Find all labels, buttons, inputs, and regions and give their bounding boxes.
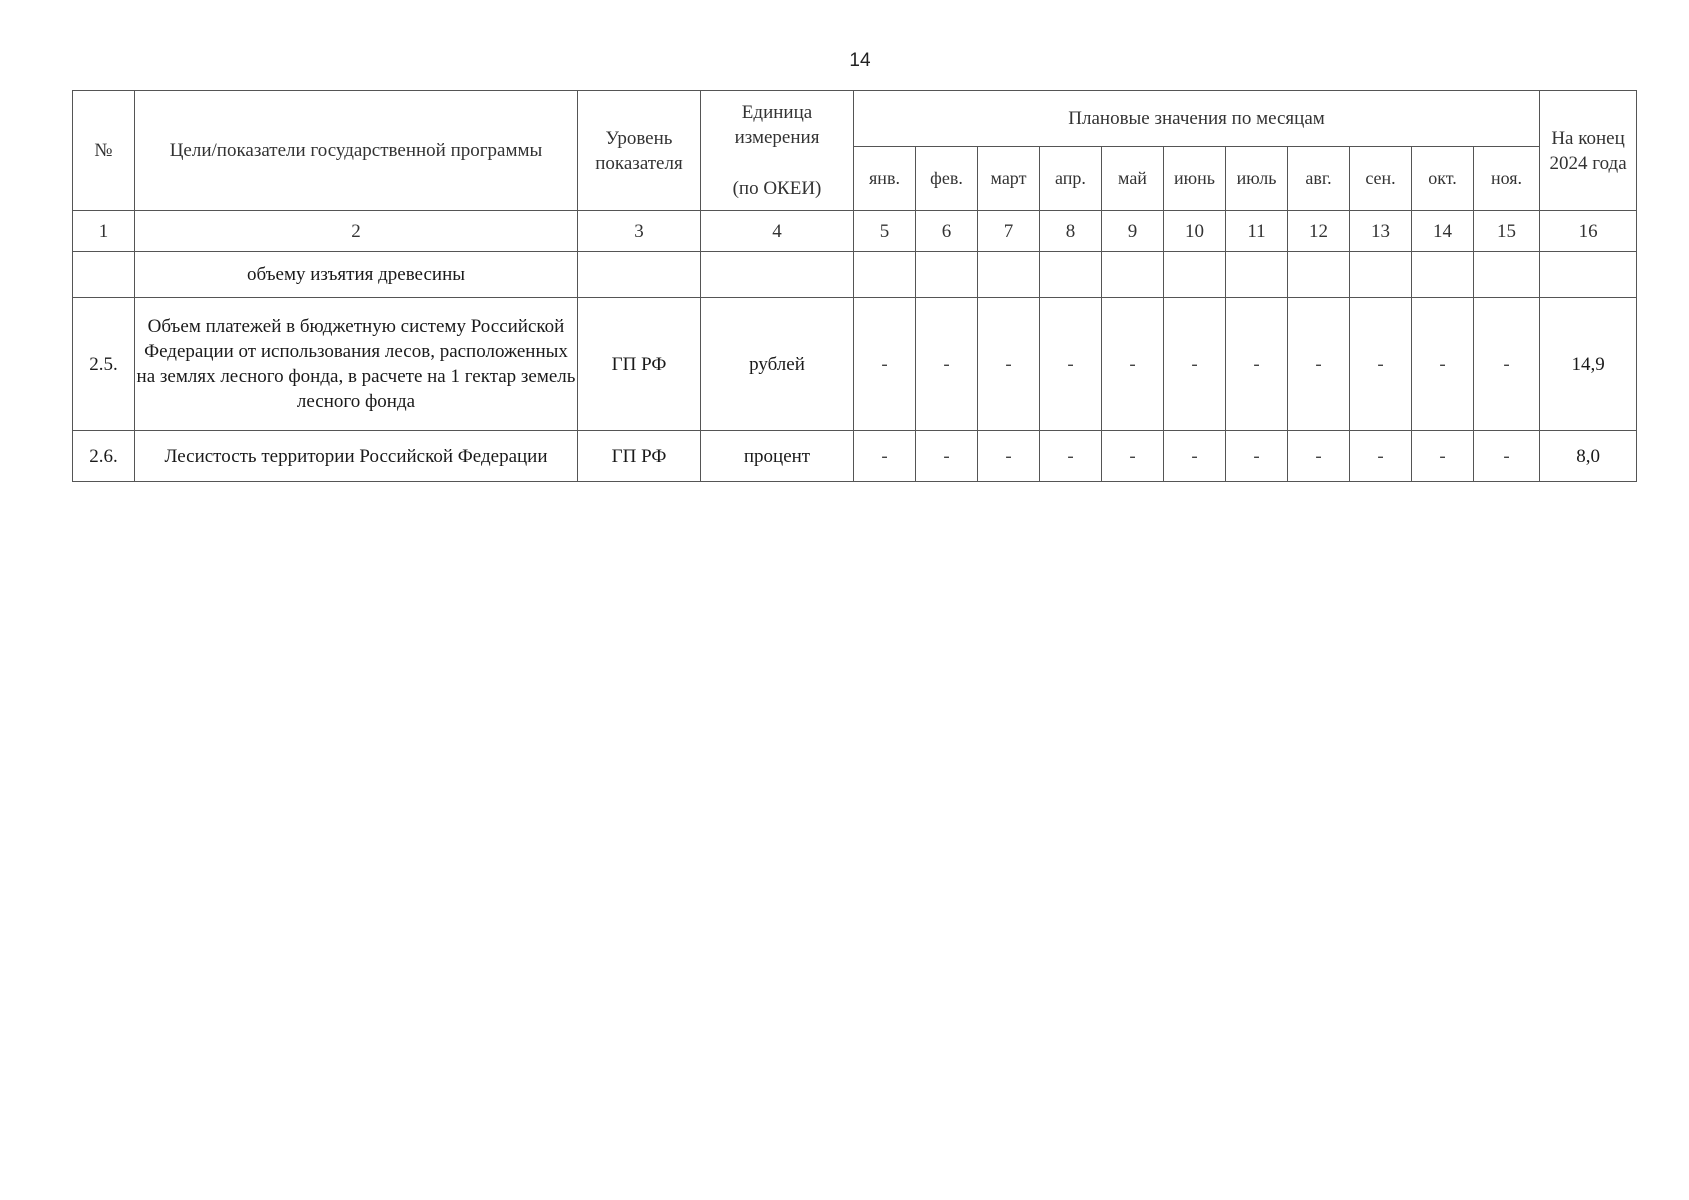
column-number-row: [73, 211, 1637, 252]
row-month-value: -: [1412, 431, 1474, 482]
column-number: 16: [1540, 211, 1637, 252]
header-month: окт.: [1412, 147, 1474, 211]
header-unit-line2: (по ОКЕИ): [732, 178, 822, 199]
header-num: №: [73, 91, 135, 211]
table-row: [73, 431, 1637, 482]
header-month: июнь: [1164, 147, 1226, 211]
column-number: 12: [1288, 211, 1350, 252]
header-unit: [701, 91, 854, 211]
row-month-value: -: [854, 298, 916, 431]
header-month: июль: [1226, 147, 1288, 211]
row-unit: процент: [701, 431, 854, 482]
row-month-value: [1040, 252, 1102, 298]
row-name: Объем платежей в бюджетную систему Российской Федерации от использования лесов, расположенных на землях лесного фонда, в расчете на 1 гектар земель лесного фонда: [135, 298, 578, 431]
row-name: объему изъятия древесины: [135, 252, 578, 298]
header-level: Уровень показателя: [578, 91, 701, 211]
table-row: [73, 298, 1637, 431]
row-month-value: -: [1226, 431, 1288, 482]
row-month-value: -: [1164, 298, 1226, 431]
row-month-value: -: [1102, 431, 1164, 482]
row-final-value: 14,9: [1540, 298, 1637, 431]
row-month-value: -: [1226, 298, 1288, 431]
column-number: 13: [1350, 211, 1412, 252]
row-month-value: [1102, 252, 1164, 298]
header-month: март: [978, 147, 1040, 211]
row-month-value: [1288, 252, 1350, 298]
row-unit: рублей: [701, 298, 854, 431]
row-name: Лесистость территории Российской Федерации: [135, 431, 578, 482]
page-number: 14: [849, 50, 871, 71]
column-number: 7: [978, 211, 1040, 252]
row-num: 2.5.: [73, 298, 135, 431]
row-month-value: -: [1040, 298, 1102, 431]
header-monthly-group: Плановые значения по месяцам: [854, 91, 1540, 147]
header-row-top: [73, 91, 1637, 147]
row-month-value: -: [1474, 298, 1540, 431]
row-month-value: [1164, 252, 1226, 298]
row-month-value: -: [1350, 431, 1412, 482]
row-month-value: [1412, 252, 1474, 298]
row-month-value: -: [1164, 431, 1226, 482]
row-month-value: -: [916, 431, 978, 482]
row-month-value: -: [1474, 431, 1540, 482]
header-month: апр.: [1040, 147, 1102, 211]
header-name: Цели/показатели государственной программы: [135, 91, 578, 211]
table-row: [73, 252, 1637, 298]
header-month: май: [1102, 147, 1164, 211]
header-month: сен.: [1350, 147, 1412, 211]
header-final: На конец 2024 года: [1540, 91, 1637, 211]
header-month: фев.: [916, 147, 978, 211]
header-month: янв.: [854, 147, 916, 211]
row-month-value: -: [1350, 298, 1412, 431]
column-number: 9: [1102, 211, 1164, 252]
row-month-value: [1226, 252, 1288, 298]
row-month-value: [978, 252, 1040, 298]
row-month-value: [1350, 252, 1412, 298]
column-number: 2: [135, 211, 578, 252]
column-number: 15: [1474, 211, 1540, 252]
column-number: 3: [578, 211, 701, 252]
row-unit: [701, 252, 854, 298]
column-number: 11: [1226, 211, 1288, 252]
row-month-value: -: [1102, 298, 1164, 431]
row-month-value: -: [978, 431, 1040, 482]
row-month-value: -: [978, 298, 1040, 431]
column-number: 6: [916, 211, 978, 252]
header-unit-line1: Единица измерения: [734, 102, 820, 148]
indicators-table: [72, 90, 1637, 482]
column-number: 4: [701, 211, 854, 252]
row-month-value: [854, 252, 916, 298]
column-number: 5: [854, 211, 916, 252]
row-month-value: -: [1288, 431, 1350, 482]
row-num: [73, 252, 135, 298]
column-number: 14: [1412, 211, 1474, 252]
column-number: 8: [1040, 211, 1102, 252]
header-month: ноя.: [1474, 147, 1540, 211]
row-num: 2.6.: [73, 431, 135, 482]
column-number: 10: [1164, 211, 1226, 252]
row-month-value: -: [916, 298, 978, 431]
header-month: авг.: [1288, 147, 1350, 211]
row-month-value: -: [854, 431, 916, 482]
row-level: ГП РФ: [578, 298, 701, 431]
row-final-value: 8,0: [1540, 431, 1637, 482]
row-month-value: -: [1288, 298, 1350, 431]
row-month-value: [916, 252, 978, 298]
row-month-value: [1474, 252, 1540, 298]
row-month-value: -: [1040, 431, 1102, 482]
row-month-value: -: [1412, 298, 1474, 431]
row-level: [578, 252, 701, 298]
row-level: ГП РФ: [578, 431, 701, 482]
row-final-value: [1540, 252, 1637, 298]
column-number: 1: [73, 211, 135, 252]
